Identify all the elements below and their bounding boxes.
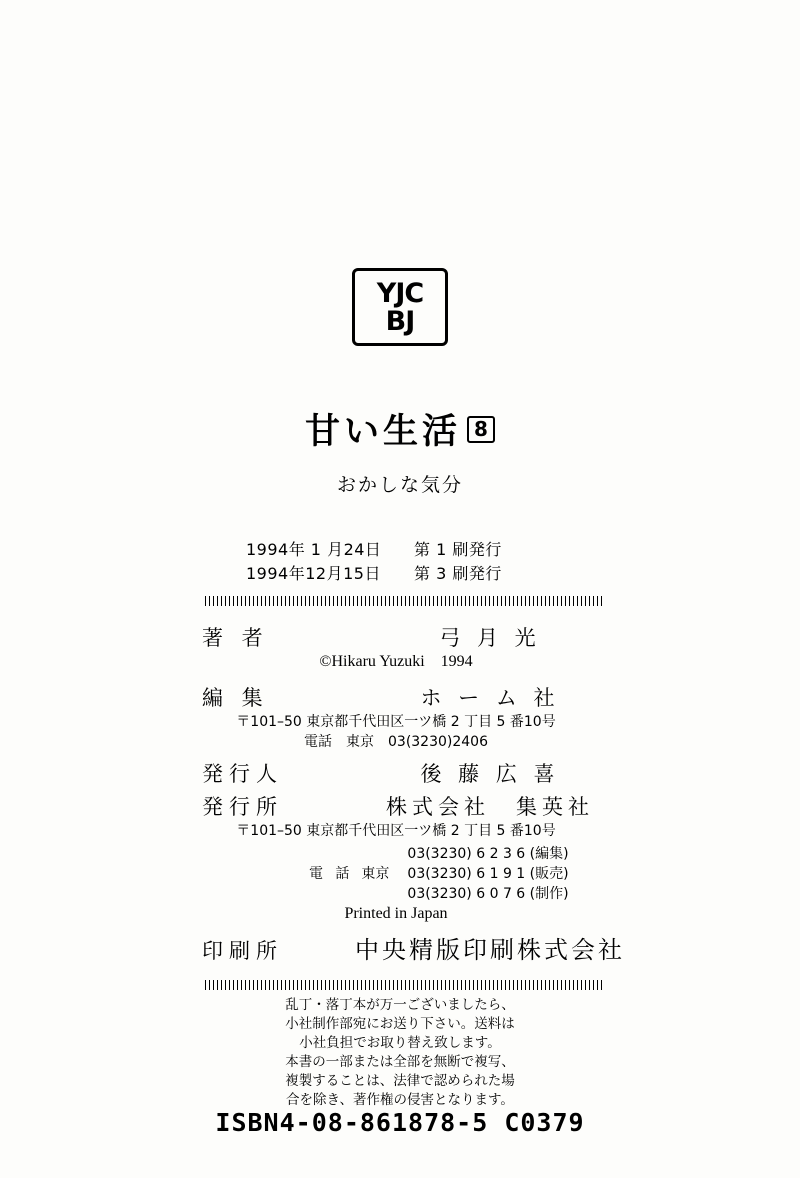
printer-name: 中央精版印刷株式会社 (355, 936, 625, 964)
hatched-divider-bottom (205, 980, 605, 990)
book-title-row (0, 404, 800, 454)
phone-label: 電 話 (308, 866, 354, 882)
publisher-name: 株式会社 集英社 (386, 795, 594, 819)
logo-line-2: BJ (385, 305, 415, 337)
notice-line: 合を除き、著作権の侵害となります。 (286, 1092, 514, 1108)
publisher-person-label: 発行人 (202, 762, 283, 786)
editor-address: 〒101–50 東京都千代田区一ツ橋 2 丁目 5 番10号 (236, 714, 556, 730)
notice-line: 乱丁・落丁本が万一ございましたら、 (285, 997, 515, 1013)
volume-badge: 8 (467, 416, 495, 443)
printed-in-line: Printed in Japan (344, 905, 448, 922)
publisher-person-row (0, 758, 800, 788)
printing-date: 1994年 1 月24日 (246, 540, 382, 559)
printing-date: 1994年12月15日 (246, 564, 381, 583)
editor-row (0, 682, 800, 712)
author-name: 弓 月 光 (439, 626, 541, 650)
printing-impression: 第 1 刷発行 (414, 540, 502, 559)
book-subtitle: おかしな気分 (336, 474, 463, 496)
phone-number: 03(3230) 6 2 3 6 (編集) (407, 846, 569, 862)
publisher-row (0, 791, 800, 821)
notice-line: 本書の一部または全部を無断で複写、 (285, 1054, 515, 1070)
copyright-line: ©Hikaru Yuzuki 1994 (319, 653, 473, 670)
printer-row (0, 930, 800, 965)
isbn-code: ISBN4-08-861878-5 C0379 (215, 1108, 585, 1137)
publisher-phone-block (0, 844, 800, 904)
phone-city: 東京 (361, 866, 390, 882)
printer-label: 印刷所 (202, 939, 283, 963)
phone-numbers (407, 844, 568, 904)
publisher-label: 発行所 (202, 795, 283, 819)
logo-line-1: YJC (376, 277, 424, 309)
editor-name: ホ ー ム 社 (420, 686, 560, 710)
yjc-bj-logo-icon (352, 268, 448, 346)
printing-impression: 第 3 刷発行 (414, 564, 502, 583)
publisher-person-name: 後 藤 広 喜 (420, 762, 560, 786)
editor-phone: 電話 東京 03(3230)2406 (304, 734, 488, 750)
printing-row (0, 562, 800, 586)
notice-line: 複製することは、法律で認められた場 (285, 1073, 515, 1089)
publisher-address: 〒101–50 東京都千代田区一ツ橋 2 丁目 5 番10号 (236, 823, 556, 839)
author-row (0, 622, 800, 652)
printing-dates (0, 538, 800, 586)
printing-row (0, 538, 800, 562)
colophon-details (0, 622, 800, 965)
book-title: 甘い生活 (305, 412, 462, 452)
page-bottom-edge (0, 1178, 800, 1200)
hatched-divider-top (205, 596, 605, 606)
notice-line: 小社負担でお取り替え致します。 (299, 1035, 501, 1051)
phone-number: 03(3230) 6 1 9 1 (販売) (407, 866, 569, 882)
notice-line: 小社制作部宛にお送り下さい。送料は (285, 1016, 515, 1032)
author-label: 著 者 (202, 626, 269, 650)
publisher-logo-wrap (0, 268, 800, 346)
notice-block (0, 996, 800, 1110)
phone-number: 03(3230) 6 0 7 6 (制作) (407, 886, 569, 902)
editor-label: 編 集 (202, 686, 269, 710)
